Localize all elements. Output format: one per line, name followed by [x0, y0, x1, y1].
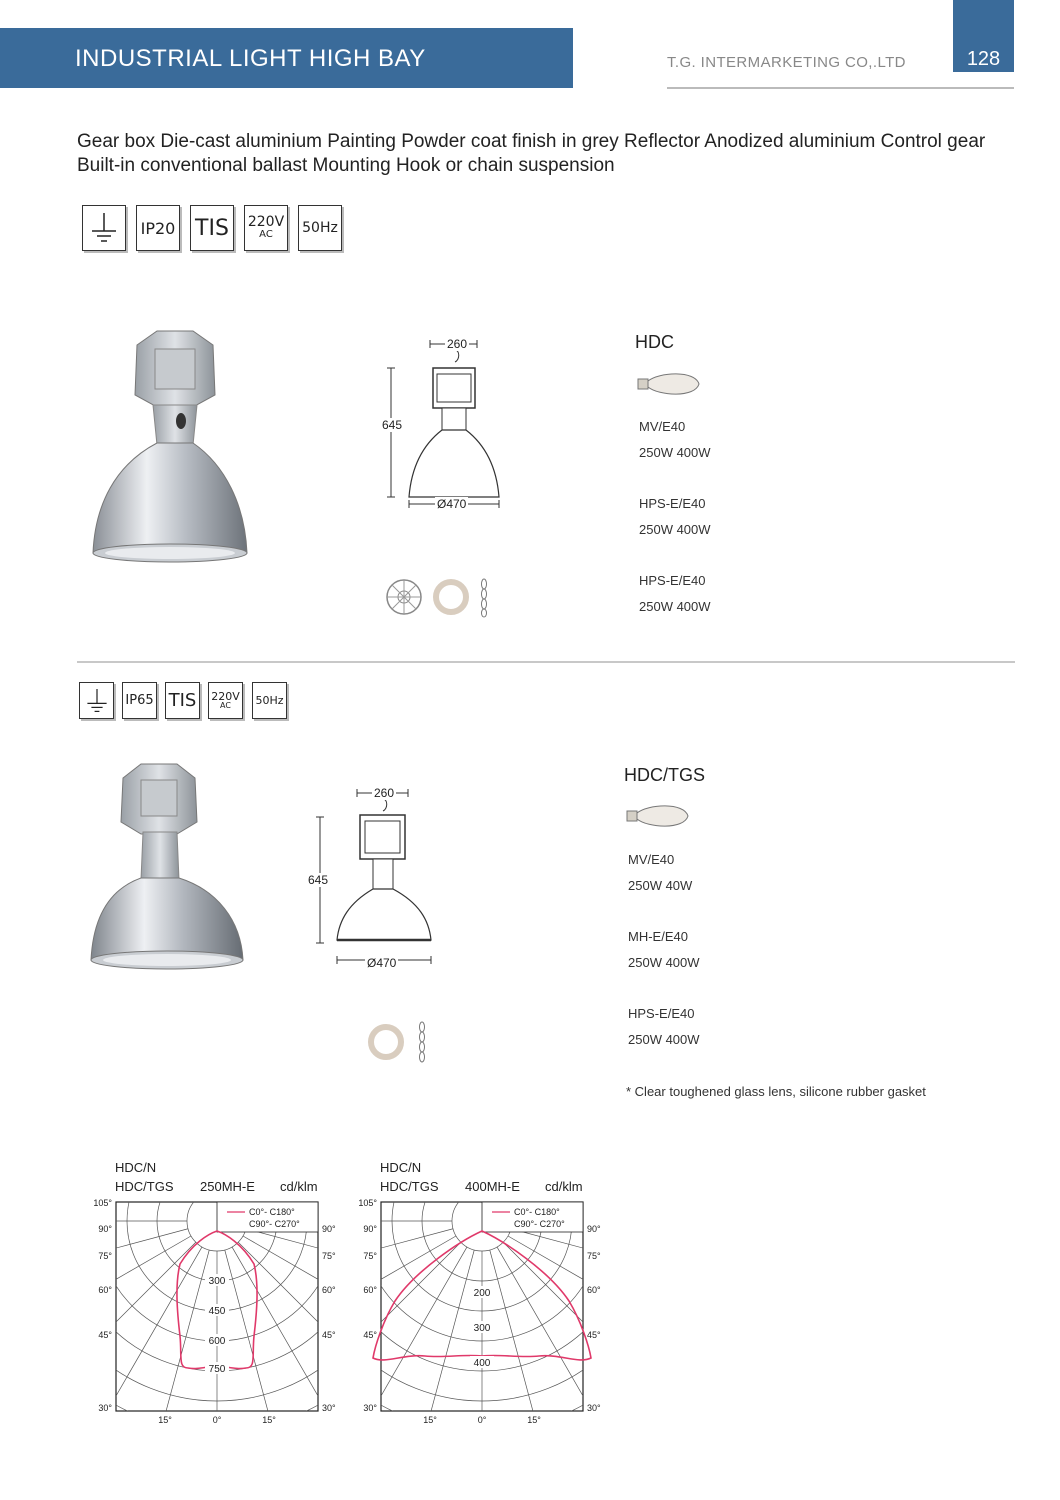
frequency-badge: 50Hz	[298, 205, 342, 251]
pd-lamp: 400MH-E	[465, 1179, 520, 1194]
ring-label: 200	[473, 1288, 491, 1299]
height-dimension: 645	[382, 418, 403, 432]
lamp-watts-1: 250W 400W	[639, 445, 711, 460]
company-name: T.G. INTERMARKETING CO,.LTD	[667, 54, 906, 71]
pd-line2: HDC/TGS	[115, 1179, 174, 1194]
lamp-type-3: HPS-E/E40	[639, 573, 706, 588]
page-number: 128	[966, 48, 1001, 70]
tis-badge: TIS	[190, 205, 234, 251]
height-dimension: 645	[308, 873, 329, 887]
photometric-diagram-250	[80, 1160, 355, 1430]
pd-line2: HDC/TGS	[380, 1179, 439, 1194]
legend-c90: C90°- C270°	[249, 1219, 300, 1229]
polar-plot	[345, 1196, 620, 1426]
width-dimension: 260	[447, 337, 468, 351]
accessory-icons-hdc-tgs	[366, 1020, 432, 1064]
angle-label-left: 90°	[98, 1224, 112, 1234]
pd-line1: HDC/N	[380, 1160, 422, 1175]
angle-label-right: 60°	[587, 1285, 601, 1295]
voltage-badge	[208, 682, 243, 719]
voltage-value: 220V	[211, 689, 240, 703]
frequency-badge: 50Hz	[252, 682, 287, 719]
lamp-type-2: MH-E/E40	[628, 929, 688, 944]
lamp-watts-2: 250W 400W	[639, 522, 711, 537]
angle-label-right: 30°	[587, 1403, 601, 1413]
angle-label-right: 45°	[322, 1330, 336, 1340]
gasket-ring-icon	[436, 582, 466, 612]
angle-label-right: 75°	[587, 1251, 601, 1261]
ring-label: 750	[208, 1364, 226, 1375]
lamp-watts-2: 250W 400W	[628, 955, 700, 970]
lamp-type-1: MV/E40	[639, 419, 686, 434]
tis-badge: TIS	[165, 682, 200, 719]
polar-plot	[80, 1196, 355, 1426]
pd-line1: HDC/N	[115, 1160, 157, 1175]
page-title: INDUSTRIAL LIGHT HIGH BAY	[75, 45, 426, 72]
angle-label-left: 30°	[363, 1403, 377, 1413]
angle-label-bottom: 0°	[477, 1415, 487, 1425]
pd-lamp: 250MH-E	[200, 1179, 255, 1194]
angle-label-bottom: 0°	[212, 1415, 222, 1425]
angle-label-left: 45°	[363, 1330, 377, 1340]
diameter-dimension: Ø470	[367, 956, 397, 970]
glass-lens-note: * Clear toughened glass lens, silicone rubber gasket	[626, 1084, 926, 1099]
angle-label-left: 75°	[363, 1251, 377, 1261]
angle-label-bottom: 15°	[423, 1415, 437, 1425]
chain-icon	[482, 579, 487, 617]
angle-label-right: 45°	[587, 1330, 601, 1340]
ground-icon	[79, 682, 114, 719]
accessory-icons-hdc	[385, 578, 495, 618]
angle-label-right: 90°	[587, 1224, 601, 1234]
angle-label-right: 90°	[322, 1224, 336, 1234]
angle-label-left: 90°	[363, 1224, 377, 1234]
section-divider	[77, 661, 1015, 663]
model-name-hdc: HDC	[635, 332, 674, 352]
angle-label-left: 60°	[98, 1285, 112, 1295]
legend-c0: C0°- C180°	[514, 1207, 560, 1217]
ring-label: 400	[473, 1358, 491, 1369]
pd-unit: cd/klm	[280, 1179, 318, 1194]
diameter-dimension: Ø470	[437, 497, 467, 511]
chain-icon	[420, 1022, 425, 1062]
lamp-type-1: MV/E40	[628, 852, 675, 867]
angle-label-left: 75°	[98, 1251, 112, 1261]
voltage-value: 220V	[247, 214, 285, 231]
angle-label-right: 30°	[322, 1403, 336, 1413]
angle-label-bottom: 15°	[262, 1415, 276, 1425]
angle-label-bottom: 15°	[527, 1415, 541, 1425]
model-name-hdc-tgs: HDC/TGS	[624, 765, 705, 785]
photometric-diagram-400	[345, 1160, 620, 1430]
angle-label-left: 105°	[358, 1198, 377, 1208]
legend-c90: C90°- C270°	[514, 1219, 565, 1229]
wire-guard-icon	[387, 580, 421, 614]
ring-label: 450	[208, 1306, 226, 1317]
angle-label-right: 75°	[322, 1251, 336, 1261]
lamp-watts-1: 250W 40W	[628, 878, 693, 893]
angle-label-left: 105°	[93, 1198, 112, 1208]
ring-label: 300	[473, 1323, 491, 1334]
ground-icon	[82, 205, 126, 251]
angle-label-left: 30°	[98, 1403, 112, 1413]
ac-label: AC	[220, 701, 231, 711]
width-dimension: 260	[374, 786, 395, 800]
lamp-watts-3: 250W 400W	[639, 599, 711, 614]
angle-label-left: 45°	[98, 1330, 112, 1340]
company-underline	[667, 87, 1014, 89]
ip-rating-badge: IP65	[122, 682, 157, 719]
lamp-bulb-icon	[626, 800, 690, 832]
ring-label: 600	[208, 1336, 226, 1347]
legend-c0: C0°- C180°	[249, 1207, 295, 1217]
ac-label: AC	[259, 229, 273, 241]
voltage-badge	[244, 205, 288, 251]
angle-label-left: 60°	[363, 1285, 377, 1295]
high-bay-photo-hdc-tgs	[85, 760, 255, 975]
high-bay-photo-hdc	[85, 325, 255, 570]
lamp-type-2: HPS-E/E40	[639, 496, 706, 511]
ip-rating-badge: IP20	[136, 205, 180, 251]
lamp-bulb-icon	[637, 368, 701, 400]
gasket-ring-icon	[371, 1027, 401, 1057]
pd-unit: cd/klm	[545, 1179, 583, 1194]
lamp-type-3: HPS-E/E40	[628, 1006, 695, 1021]
lamp-watts-3: 250W 400W	[628, 1032, 700, 1047]
angle-label-right: 60°	[322, 1285, 336, 1295]
ring-label: 300	[208, 1276, 226, 1287]
product-description: Gear box Die-cast aluminium Painting Powder coat finish in grey Reflector Anodized aluminium Control gear Built-in conventional ballast Mounting Hook or chain suspension	[77, 131, 986, 176]
angle-label-bottom: 15°	[158, 1415, 172, 1425]
